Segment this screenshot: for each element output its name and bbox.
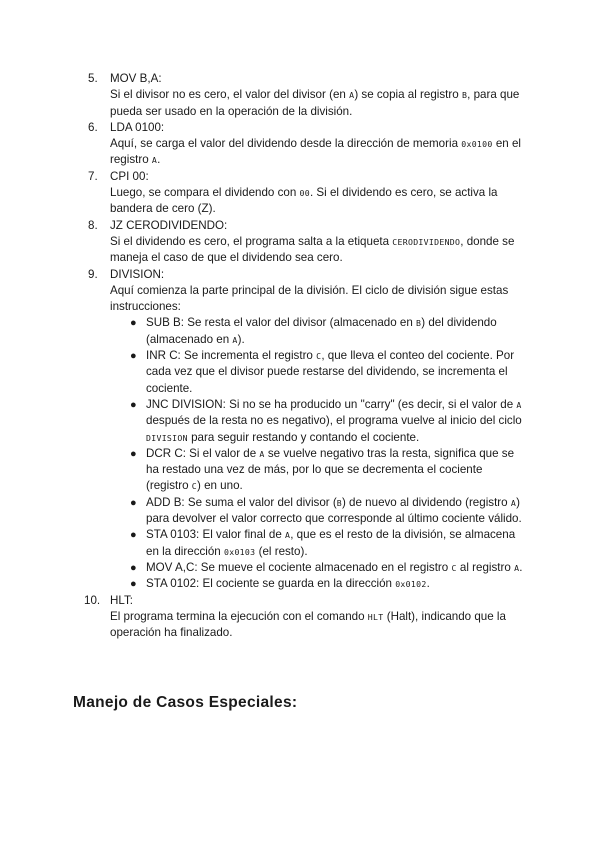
list-item-6 — [88, 120, 528, 169]
list-item-7 — [88, 169, 528, 218]
bullet-icon: ● — [130, 561, 137, 574]
bullet-icon: ● — [130, 398, 137, 411]
item-number: 6. — [88, 120, 98, 134]
bullet-icon: ● — [130, 496, 137, 509]
item-description: Luego, se compara el dividendo con 00. Si el dividendo es cero, se activa la bandera de cero (Z). — [110, 186, 498, 216]
item-description: Si el dividendo es cero, el programa salta a la etiqueta CERODIVIDENDO, donde se maneja el caso de que el dividendo sea cero. — [110, 234, 515, 265]
bullet-item-inr: ● INR C: Se incrementa el registro C, que lleva el conteo del cociente. Por cada vez que el divisor puede restarse del dividendo, se incrementa el cociente. — [130, 349, 515, 395]
item-title: LDA 0100: — [110, 120, 165, 134]
item-title: DIVISION: — [110, 267, 165, 281]
section-heading: Manejo de Casos Especiales: — [73, 694, 298, 711]
bullet-icon: ● — [130, 317, 137, 330]
bullet-item-dcr: ● DCR C: Si el valor de A se vuelve negativo tras la resta, significa que se ha restado una vez de más, por lo que se decrementa el cociente (registro C) en uno. — [130, 446, 515, 493]
item-description: Aquí, se carga el valor del dividendo desde la dirección de memoria 0x0100 en el registro A. — [110, 137, 521, 167]
item-number: 5. — [88, 72, 98, 85]
list-item-5 — [88, 71, 528, 120]
item-number: 9. — [88, 267, 98, 281]
bullet-icon: ● — [130, 447, 137, 460]
bullet-icon: ● — [130, 350, 137, 363]
bullet-item-sub: ● SUB B: Se resta el valor del divisor (almacenado en B) del dividendo (almacenado en A). — [130, 316, 497, 346]
item-description: Si el divisor no es cero, el valor del divisor (en A) se copia al registro B, para que pueda ser usado en la operación de la división. — [110, 88, 520, 118]
bullet-list — [110, 315, 528, 592]
item-title: CPI 00: — [110, 169, 149, 183]
bullet-item-sta-0102: ● STA 0102: El cociente se guarda en la dirección 0x0102. — [110, 576, 528, 592]
bullet-item-mov-ac: ● MOV A,C: Se mueve el cociente almacenado en el registro C al registro A. — [110, 560, 528, 576]
item-description: Aquí comienza la parte principal de la división. El ciclo de división sigue estas instrucciones: — [110, 283, 509, 314]
item-number: 8. — [88, 218, 98, 232]
bullet-item-jnc: ● JNC DIVISION: Si no se ha producido un "carry" (es decir, si el valor de A después de la resta no es negativo), el programa vuelve al inicio del ciclo DIVISION para seguir restando y contando el cociente. — [130, 397, 522, 444]
bullet-item-add: ● ADD B: Se suma el valor del divisor (B) de nuevo al dividendo (registro A) para devolver el valor correcto que corresponde al último cociente válido. — [130, 495, 522, 526]
bullet-icon: ● — [130, 529, 137, 542]
item-title: JZ CERODIVIDENDO: — [110, 218, 228, 232]
item-number: 10. — [84, 593, 101, 607]
list-item-8 — [88, 218, 528, 267]
bullet-icon: ● — [130, 578, 137, 591]
list-item-10 — [84, 593, 528, 642]
bullet-item-sta-0103: ● STA 0103: El valor final de A, que es el resto de la división, se almacena en la dirección 0x0103 (el resto). — [130, 528, 516, 558]
list-item-9 — [88, 267, 528, 593]
item-title: MOV B,A: — [110, 72, 162, 85]
item-description: El programa termina la ejecución con el comando HLT (Halt), indicando que la operación ha finalizado. — [110, 609, 506, 640]
item-number: 7. — [88, 169, 98, 183]
numbered-list — [84, 71, 528, 641]
item-title: HLT: — [110, 593, 133, 607]
